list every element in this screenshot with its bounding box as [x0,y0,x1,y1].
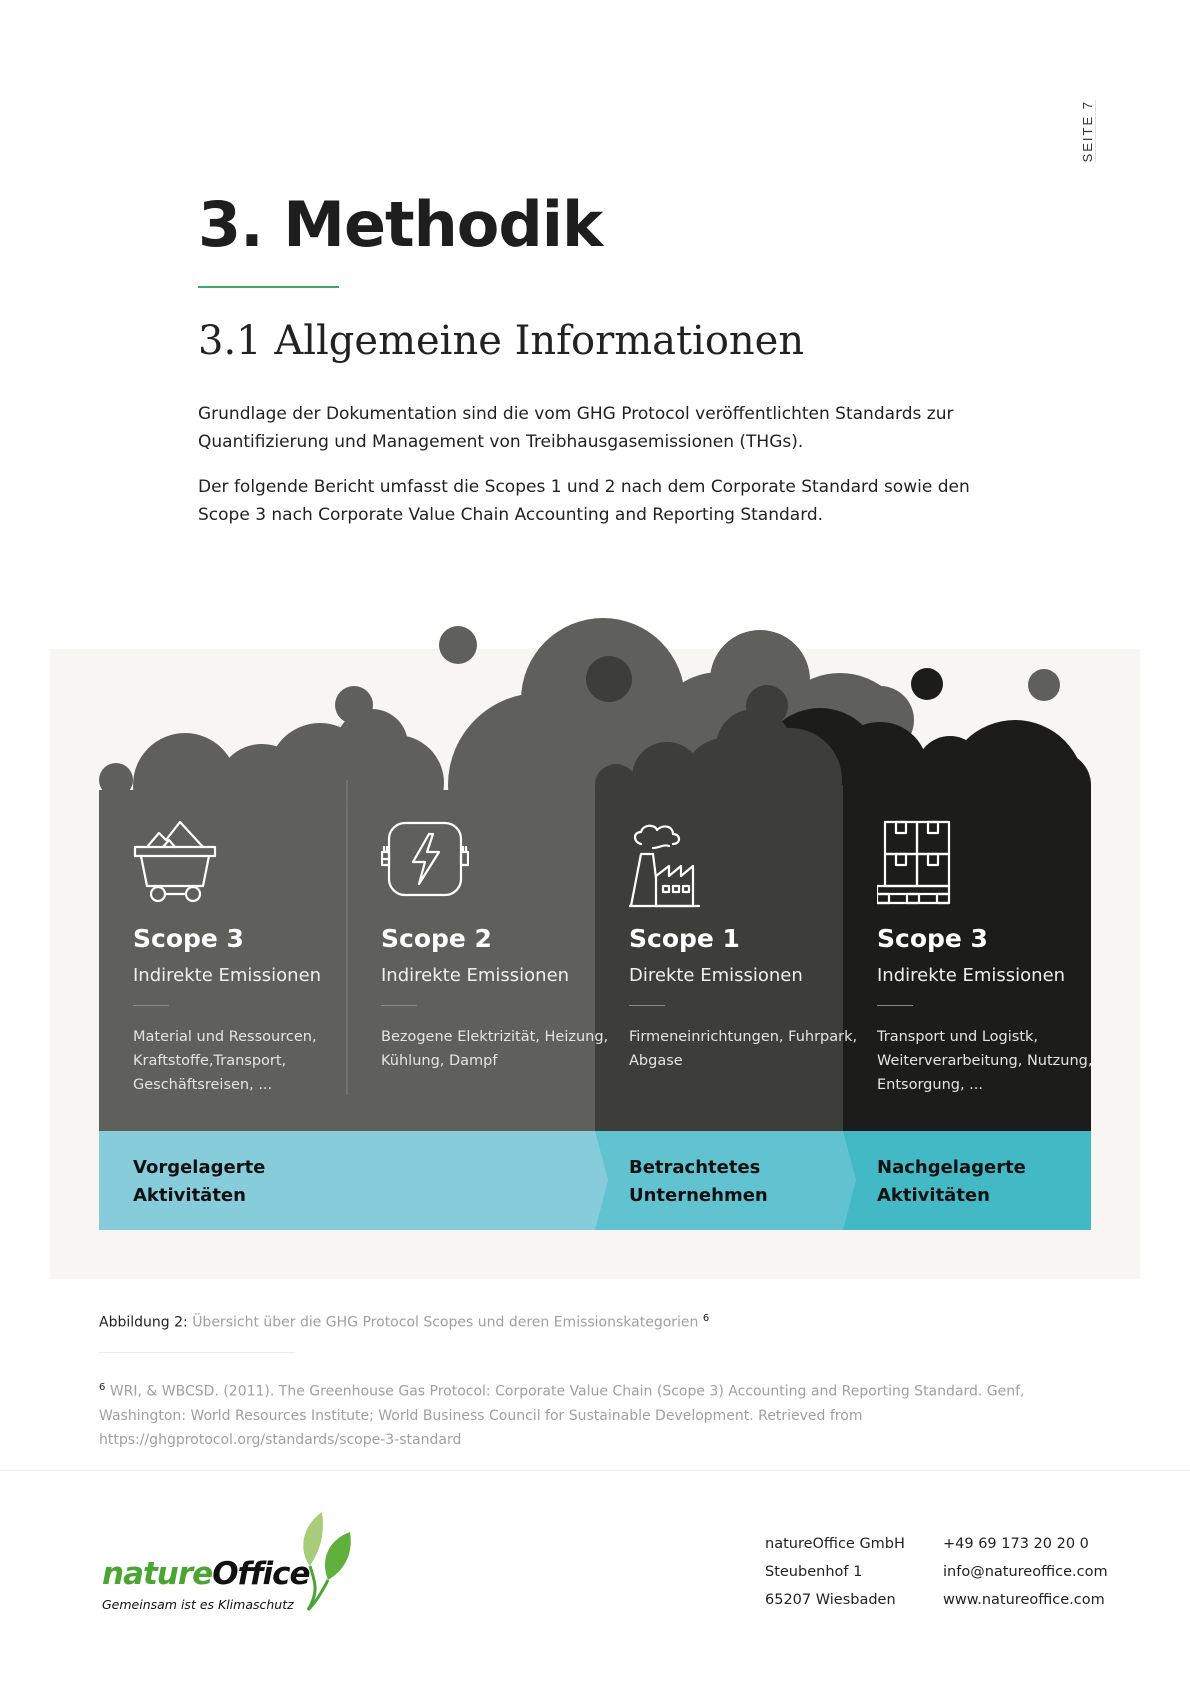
company-phone[interactable]: +49 69 173 20 20 0 [943,1536,1089,1552]
scope-description: Firmeneinrichtungen, Fuhrpark, Abgase [629,1029,858,1069]
band-label-line: Betrachtetes [629,1157,761,1178]
scope-description: Material und Ressourcen, Kraftstoffe,Transport, Geschäftsreisen, ... [133,1029,317,1093]
company-city: 65207 Wiesbaden [765,1592,896,1608]
natureoffice-logo [98,1510,368,1620]
company-address [765,1530,905,1614]
band-label-downstream [877,1154,1097,1210]
band-label-line: Aktivitäten [877,1185,990,1206]
intro-paragraph-2: Der folgende Bericht umfasst die Scopes 1 und 2 nach dem Corporate Standard sowie den Scope 3 nach Corporate Value Chain Accounting and Reporting Standard. [198,477,970,525]
scope-divider [629,1005,665,1006]
company-name: natureOffice GmbH [765,1536,905,1552]
section-title: 3.1 Allgemeine Informationen [198,318,805,364]
logo-word-nature: nature [102,1556,213,1592]
mine-cart-icon [133,820,221,908]
footnote-reference[interactable]: 6 [702,1313,710,1324]
band-label-line: Vorgelagerte [133,1157,266,1178]
scope-description: Bezogene Elektrizität, Heizung, Kühlung, Dampf [381,1029,609,1069]
scope-description: Transport und Logistk, Weiterverarbeitung, Nutzung, Entsorgung, ... [877,1029,1093,1093]
footnote-number: 6 [99,1382,106,1393]
scope-subtitle: Indirekte Emissionen [877,965,1066,986]
scope-subtitle: Direkte Emissionen [629,965,803,986]
page-number: SEITE 7 [1080,100,1095,163]
footer-divider [0,1470,1190,1471]
caption-text: Übersicht über die GHG Protocol Scopes und deren Emissionskategorien [192,1314,699,1331]
scope-subtitle: Indirekte Emissionen [381,965,570,986]
scope-subtitle: Indirekte Emissionen [133,965,322,986]
company-website[interactable]: www.natureoffice.com [943,1592,1105,1608]
figure-caption [99,1313,709,1331]
scope-title: Scope 1 [629,924,740,953]
company-contact [943,1530,1108,1614]
band-label-upstream [133,1154,353,1210]
factory-icon [629,820,717,908]
logo-word-office: Office [212,1556,310,1592]
band-label-line: Nachgelagerte [877,1157,1026,1178]
intro-paragraph-1: Grundlage der Dokumentation sind die vom GHG Protocol veröffentlichten Standards zur Quantifizierung und Management von Treibhausgasemissionen (THGs). [198,404,954,452]
band-label-line: Unternehmen [629,1185,768,1206]
caption-label: Abbildung 2: [99,1314,188,1331]
footnote-text: WRI, & WBCSD. (2011). The Greenhouse Gas Protocol: Corporate Value Chain (Scope 3) Accounting and Reporting Standard. Genf, Washington: World Resources Institute; World Business Council for Sustainable Development. Retrieved from https://ghgprotocol.org/standards/scope-3-standard [99,1383,1025,1448]
company-street: Steubenhof 1 [765,1564,863,1580]
scope-divider [877,1005,913,1006]
scope-title: Scope 3 [133,924,244,953]
company-email[interactable]: info@natureoffice.com [943,1564,1108,1580]
scope-divider [133,1005,169,1006]
scope-title: Scope 2 [381,924,492,953]
electricity-plug-icon [381,820,469,908]
scope-divider [381,1005,417,1006]
band-label-line: Aktivitäten [133,1185,246,1206]
scope-title: Scope 3 [877,924,988,953]
footnote-divider [99,1352,295,1353]
logo-wordmark [102,1556,310,1592]
logo-tagline: Gemeinsam ist es Klimaschutz [102,1597,294,1612]
pallet-boxes-icon [877,820,965,908]
footnote [99,1376,1084,1452]
page-title: 3. Methodik [198,188,603,261]
band-label-company [629,1154,849,1210]
